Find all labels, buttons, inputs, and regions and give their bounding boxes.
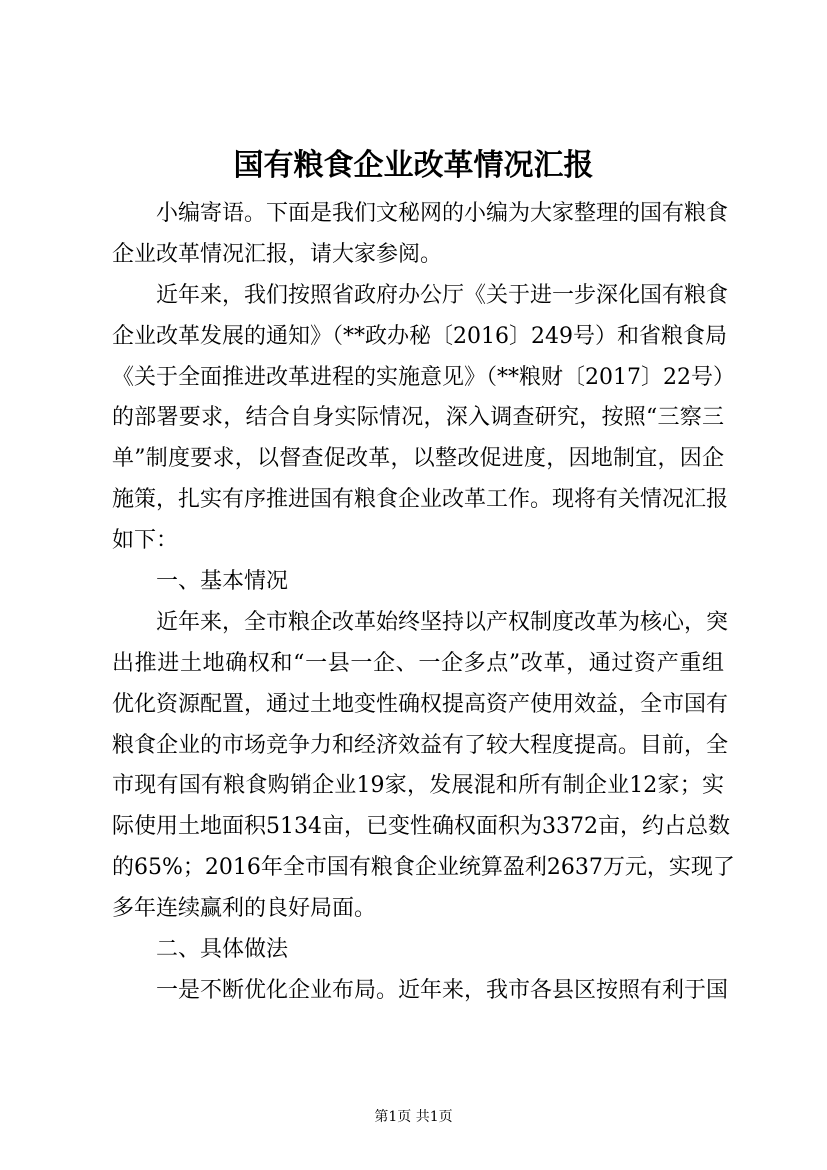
paragraph-line: 近年来，全市粮企改革始终坚持以产权制度改革为核心，突 — [156, 609, 729, 635]
paragraph-line: 的部署要求，结合自身实际情况，深入调查研究，按照“三察三 — [112, 405, 724, 431]
section-heading: 一、基本情况 — [156, 569, 289, 595]
paragraph-line: 小编寄语。下面是我们文秘网的小编为大家整理的国有粮食 — [156, 201, 729, 226]
paragraph-line: 企业改革发展的通知》（**政办秘〔2016〕249号）和省粮食局 — [112, 323, 727, 349]
paragraph-line: 多年连续赢利的良好局面。 — [112, 896, 377, 922]
paragraph-line: 市现有国有粮食购销企业19家，发展混和所有制企业12家；实 — [112, 773, 724, 799]
paragraph-line: 如下： — [112, 528, 179, 554]
paragraph-line: 近年来，我们按照省政府办公厅《关于进一步深化国有粮食 — [156, 282, 729, 308]
paragraph-line: 粮食企业的市场竞争力和经济效益有了较大程度提高。目前，全 — [112, 732, 729, 758]
paragraph-line: 一是不断优化企业布局。近年来，我市各县区按照有利于国 — [156, 977, 729, 1003]
paragraph-line: 施策，扎实有序推进国有粮食企业改革工作。现将有关情况汇报 — [112, 487, 729, 513]
paragraph-line: 出推进土地确权和“一县一企、一企多点”改革，通过资产重组 — [112, 650, 724, 676]
paragraph-line: 《关于全面推进改革进程的实施意见》（**粮财〔2017〕22号） — [112, 364, 735, 390]
document-title: 国有粮食企业改革情况汇报 — [233, 148, 594, 183]
paragraph-line: 优化资源配置，通过土地变性确权提高资产使用效益，全市国有 — [112, 691, 729, 717]
section-heading: 二、具体做法 — [156, 937, 289, 963]
page-footer: 第1页 共1页 — [374, 1109, 453, 1125]
paragraph-line: 企业改革情况汇报，请大家参阅。 — [112, 241, 443, 267]
paragraph-line: 的65%；2016年全市国有粮食企业统算盈利2637万元，实现了 — [112, 855, 735, 881]
paragraph-line: 际使用土地面积5134亩，已变性确权面积为3372亩，约占总数 — [112, 814, 730, 840]
paragraph-line: 单”制度要求，以督查促改革，以整改促进度，因地制宜，因企 — [112, 446, 724, 472]
document-body — [112, 194, 735, 1012]
